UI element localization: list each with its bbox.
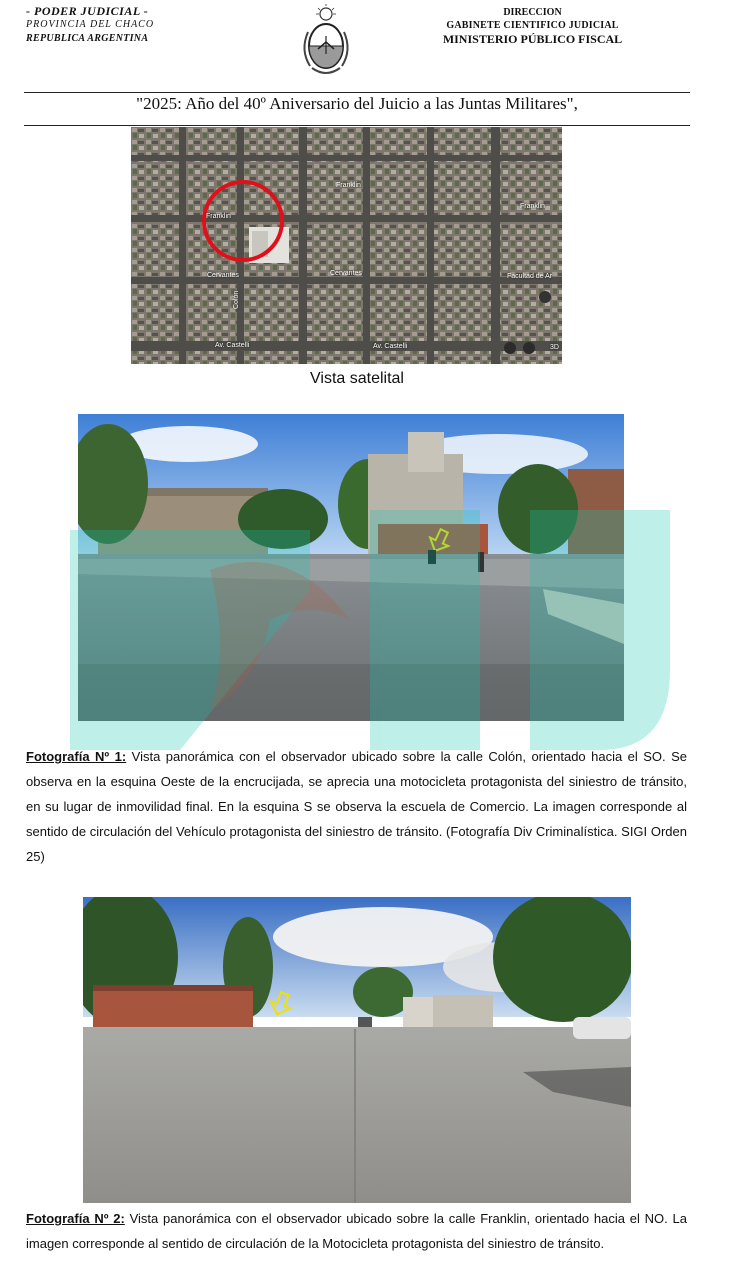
street-label-cervantes-center: Cervantes [330,270,362,277]
photo-1-caption-lead: Fotografía Nº 1: [26,749,127,764]
street-label-castelli-center: Av. Castelli [373,343,408,350]
header-rule-top [24,92,690,93]
header-right [420,6,645,46]
photo-1-caption-text: Vista panorámica con el observador ubicado sobre la calle Colón, orientado hacia el SO. Se observa en la esquina Oeste de la encrucijada, se aprecia una motocicleta protagonista del siniestro de tránsito, en su lugar de inmovilidad final. En la esquina S se observa la escuela de Comercio. La imagen corresponde al sentido de circulación del Vehículo protagonista del siniestro de tránsito. (Fotografía Div Criminalística. SIGI Orden 25) [26,749,687,864]
satellite-map [131,127,562,364]
header-left-line1: - PODER JUDICIAL - [26,4,149,18]
place-label-facultad: Facultad de Ar [507,273,553,280]
street-label-castelli-west: Av. Castelli [215,342,250,349]
year-motto: "2025: Año del 40º Aniversario del Juicio a las Juntas Militares", [136,94,578,113]
street-label-franklin-west: Franklin [206,213,231,220]
header-left [26,4,154,46]
map-3d-label: 3D [550,344,559,351]
photo-2-caption-text: Vista panorámica con el observador ubicado sobre la calle Franklin, orientado hacia el NO. La imagen corresponde al sentido de circulación de la Motocicleta protagonista del siniestro de tránsito. [26,1211,687,1251]
header-rule-bottom [24,125,690,126]
coat-of-arms-seal [296,2,356,82]
header-left-line3: REPUBLICA ARGENTINA [26,33,149,44]
header-right-line2: GABINETE CIENTIFICO JUDICIAL [446,20,619,31]
photo-2-caption [26,1206,687,1256]
street-label-franklin-east: Franklin [520,203,545,210]
satellite-caption: Vista satelital [310,370,404,387]
street-label-colon: Colón [233,290,240,309]
header-right-line1: DIRECCION [503,7,562,18]
header-left-line2: PROVINCIA DEL CHACO [26,19,155,30]
photo-2-caption-lead: Fotografía Nº 2: [26,1211,125,1226]
photo-1-caption [26,744,687,869]
header-right-line3: MINISTERIO PÚBLICO FISCAL [442,32,623,46]
photo-2-street-franklin [83,897,631,1203]
street-label-cervantes-west: Cervantes [207,272,239,279]
photo-1-intersection-colon [78,414,624,721]
street-label-franklin-center: Franklin [336,182,361,189]
